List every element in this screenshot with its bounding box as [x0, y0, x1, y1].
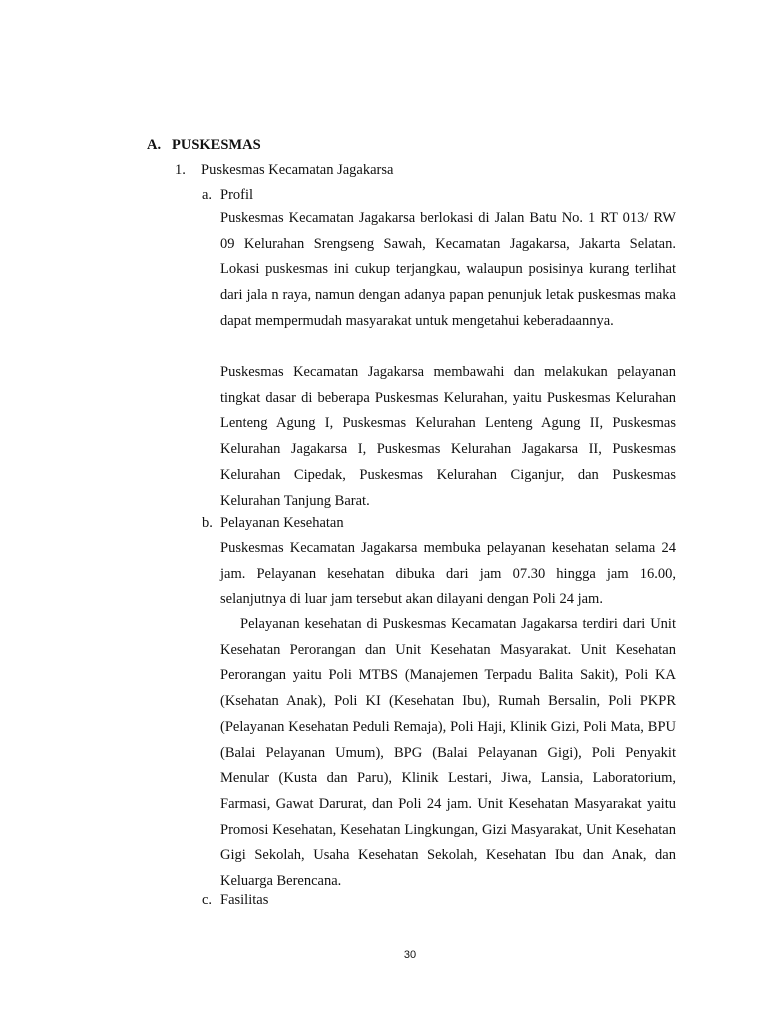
subheading-profil: [202, 187, 253, 204]
pelayanan-paragraph-2: Pelayanan kesehatan di Puskesmas Kecamatan Jagakarsa terdiri dari Unit Kesehatan Perorangan dan Unit Kesehatan Masyarakat. Unit Kesehatan Perorangan yaitu Poli MTBS (Manajemen Terpadu Balita Sakit), Poli KA (Ksehatan Anak), Poli KI (Kesehatan Ibu), Rumah Bersalin, Poli PKPR (Pelayanan Kesehatan Peduli Remaja), Poli Haji, Klinik Gizi, Poli Mata, BPU (Balai Pelayanan Umum), BPG (Balai Pelayanan Gigi), Poli Penyakit Menular (Kusta dan Paru), Klinik Lestari, Jiwa, Lansia, Laboratorium, Farmasi, Gawat Darurat, dan Poli 24 jam. Unit Kesehatan Masyarakat yaitu Promosi Kesehatan, Kesehatan Lingkungan, Gizi Masyarakat, Unit Kesehatan Gigi Sekolah, Usaha Kesehatan Sekolah, Kesehatan Ibu dan Anak, dan Keluarga Berencana.: [220, 616, 676, 890]
item-number: 1.: [175, 162, 186, 178]
section-title: PUSKESMAS: [172, 137, 261, 153]
subheading-title: Pelayanan Kesehatan: [220, 515, 344, 531]
section-number: A.: [147, 137, 162, 153]
pelayanan-paragraph-1: Puskesmas Kecamatan Jagakarsa membuka pelayanan kesehatan selama 24 jam. Pelayanan kesehatan dibuka dari jam 07.30 hingga jam 16.00, selanjutnya di luar jam tersebut akan dilayani dengan Poli 24 jam.: [220, 540, 676, 608]
section-heading: [147, 137, 261, 154]
item-title: Puskesmas Kecamatan Jagakarsa: [201, 162, 394, 178]
item-heading: [175, 162, 393, 179]
subheading-letter: a.: [202, 187, 213, 203]
page-number: 30: [403, 949, 417, 961]
profil-paragraph-1: Puskesmas Kecamatan Jagakarsa berlokasi di Jalan Batu No. 1 RT 013/ RW 09 Kelurahan Srengseng Sawah, Kecamatan Jagakarsa, Jakarta Selatan. Lokasi puskesmas ini cukup terjangkau, walaupun posisinya kurang terlihat dari jala n raya, namun dengan adanya papan penunjuk letak puskesmas maka dapat mempermudah masyarakat untuk mengetahui keberadaannya.: [220, 210, 676, 329]
subheading-fasilitas: [202, 892, 268, 909]
subheading-letter: b.: [202, 515, 213, 531]
profil-paragraph-2: Puskesmas Kecamatan Jagakarsa membawahi dan melakukan pelayanan tingkat dasar di beberapa Puskesmas Kelurahan, yaitu Puskesmas Kelurahan Lenteng Agung I, Puskesmas Kelurahan Lenteng Agung II, Puskesmas Kelurahan Jagakarsa I, Puskesmas Kelurahan Jagakarsa II, Puskesmas Kelurahan Cipedak, Puskesmas Kelurahan Ciganjur, dan Puskesmas Kelurahan Tanjung Barat.: [220, 364, 676, 509]
subheading-letter: c.: [202, 892, 213, 908]
subheading-title: Profil: [220, 187, 254, 203]
subheading-pelayanan: [202, 515, 344, 532]
subheading-title: Fasilitas: [220, 892, 269, 908]
